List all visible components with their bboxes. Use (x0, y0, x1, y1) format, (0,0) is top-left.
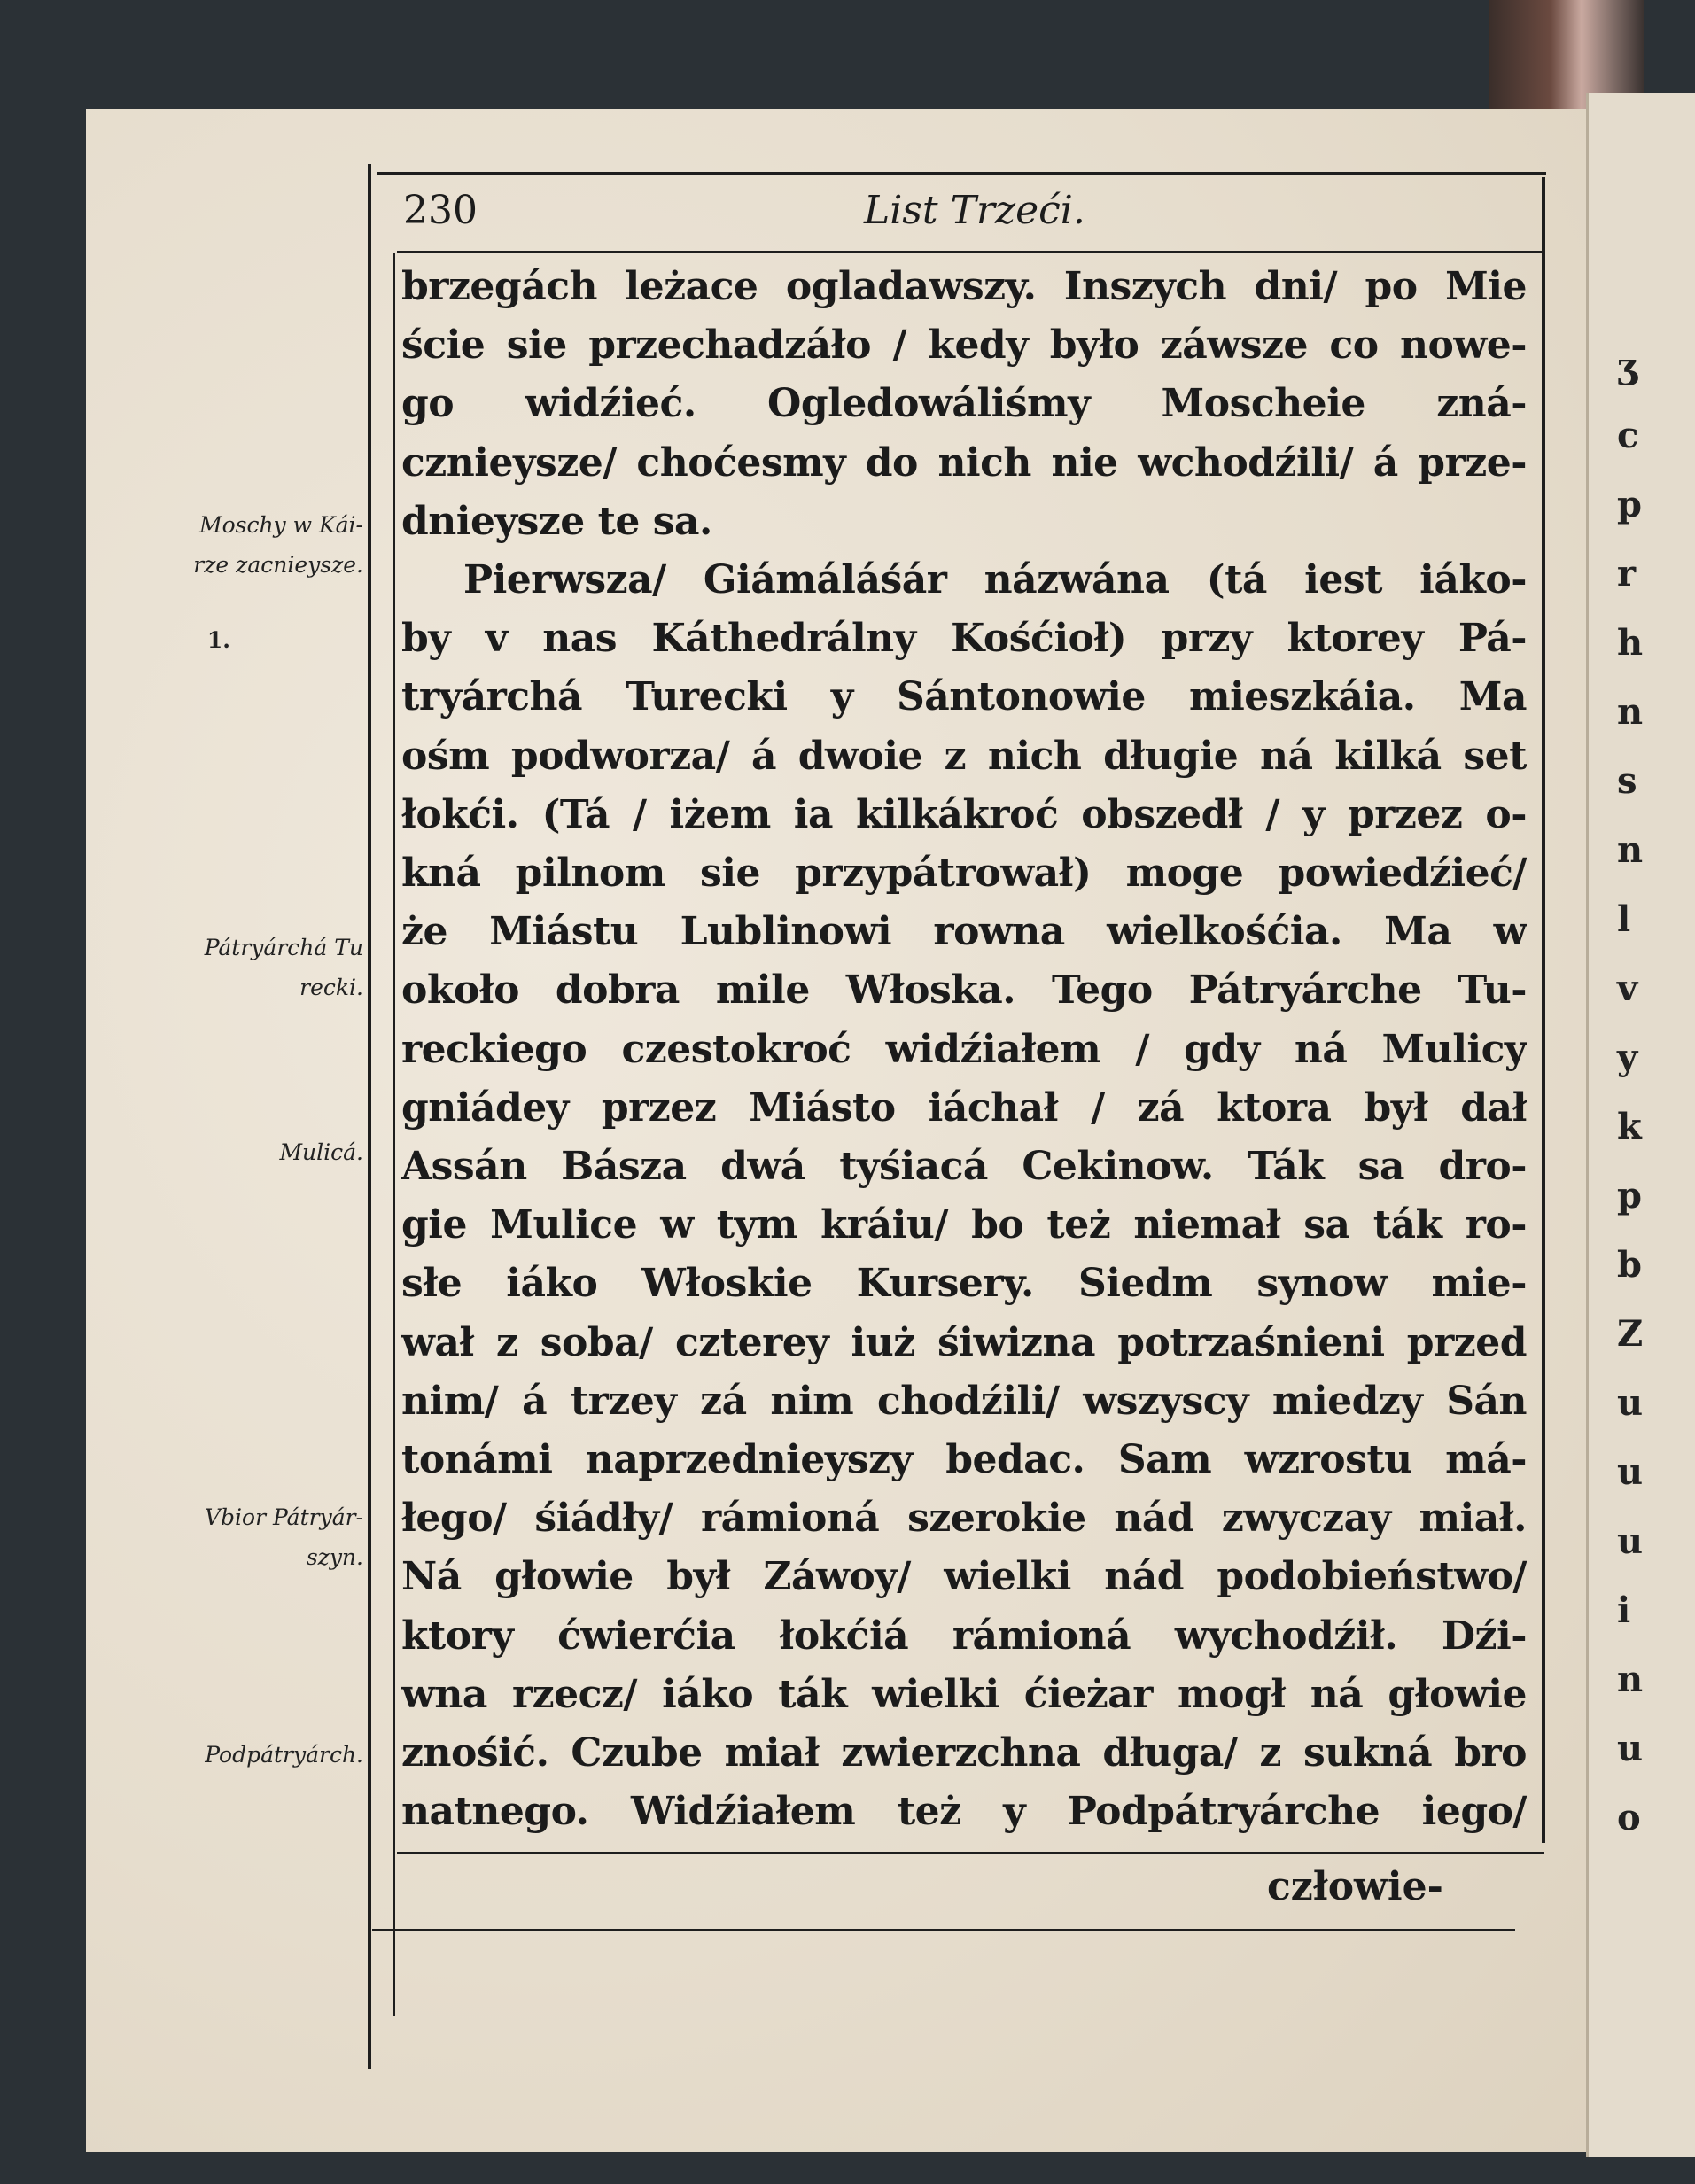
facing-page-letter: n (1617, 691, 1644, 733)
facing-page-letter: u (1617, 1728, 1644, 1769)
text-line: cznieysze/ choćesmy do nich nie wchodźili/ á prze- (401, 439, 1527, 486)
facing-page-letter: h (1617, 622, 1644, 664)
bottom-rule (397, 1852, 1544, 1854)
facing-page-letter: y (1617, 1037, 1638, 1078)
text-line: słe iáko Włoskie Kursery. Siedm synow mie- (401, 1261, 1527, 1307)
facing-page-letter: p (1617, 1175, 1642, 1216)
frame-right (1542, 177, 1545, 1843)
page-number: 230 (403, 188, 478, 233)
margin-note: Pátryárchá Tu (204, 935, 363, 960)
facing-page-letter: n (1617, 1659, 1644, 1700)
facing-page-letter: u (1617, 1382, 1644, 1424)
frame-left-inner (393, 253, 395, 2016)
facing-page-letter: i (1617, 1589, 1631, 1631)
frame-left-outer (368, 164, 371, 2069)
catchword: człowie- (1267, 1864, 1443, 1909)
text-line: wna rzecz/ iáko ták wielki ćieżar mogł ná głowie (401, 1671, 1527, 1717)
margin-note: Podpátryárch. (205, 1742, 363, 1768)
text-line: znośić. Czube miał zwierzchna długa/ z sukná bro (401, 1730, 1527, 1776)
facing-page-letter: p (1617, 484, 1642, 525)
margin-note: Mulicá. (279, 1139, 363, 1165)
text-line: tryárchá Turecki y Sántonowie mieszkáia. Ma (401, 674, 1527, 720)
frame-top-rule (377, 172, 1546, 175)
catchword-rule (372, 1929, 1515, 1931)
margin-note: recki. (299, 975, 363, 1000)
facing-page-letter: o (1617, 1797, 1641, 1838)
text-line: go widźieć. Ogledowáliśmy Moscheie zná- (401, 381, 1527, 427)
facing-page-letter: v (1617, 968, 1638, 1009)
text-line: nim/ á trzey zá nim chodźili/ wszyscy miedzy Sán (401, 1378, 1527, 1424)
margin-note: 1. (206, 627, 230, 653)
text-line: że Miástu Lublinowi rowna wielkośćia. Ma w (401, 909, 1527, 955)
margin-note: Vbior Pátryár- (204, 1504, 363, 1530)
text-line: ośm podworza/ á dwoie z nich długie ná kilká set (401, 733, 1527, 779)
facing-page-letter: n (1617, 829, 1644, 871)
text-line: około dobra mile Włoska. Tego Pátryárche Tu- (401, 968, 1527, 1014)
text-line: łokći. (Tá / iżem ia kilkákroć obszedł / y przez o- (401, 791, 1527, 837)
facing-page-letter: r (1617, 553, 1637, 595)
margin-note: szyn. (306, 1544, 363, 1570)
text-line: Ná głowie był Záwoy/ wielki nád podobieństwo/ (401, 1554, 1527, 1600)
text-line: ście sie przechadzáło / kedy było záwsze co nowe- (401, 323, 1527, 369)
facing-page-letter: Z (1617, 1313, 1644, 1355)
facing-page-letter: c (1617, 415, 1639, 456)
text-line: Assán Básza dwá tyśiacá Cekinow. Ták sa dro- (401, 1144, 1527, 1189)
running-title: List Trzeći. (864, 188, 1085, 233)
header-rule (397, 251, 1544, 253)
facing-page-letter: l (1617, 898, 1631, 940)
text-line: ktory ćwierćia łokćiá rámioná wychodźił. Dźi- (401, 1613, 1527, 1659)
text-line: gie Mulice w tym kráiu/ bo też niemał sa ták ro- (401, 1202, 1527, 1248)
facing-page-letter: u (1617, 1451, 1644, 1493)
text-line: by v nas Káthedrálny Kośćioł) przy ktorey Pá- (401, 616, 1527, 662)
text-line: brzegách leżace ogladawszy. Inszych dni/ po Mie (401, 264, 1527, 309)
text-line: natnego. Widźiałem też y Podpátryárche iego/ (401, 1789, 1527, 1835)
text-line: wał z soba/ czterey iuż śiwizna potrzaśnieni przed (401, 1319, 1527, 1365)
text-line: kná pilnom sie przypátrował) moge powiedźieć/ (401, 851, 1527, 896)
facing-page-letter: s (1617, 760, 1637, 802)
margin-note: rze zacnieysze. (193, 552, 363, 578)
text-line: łego/ śiádły/ rámioná szerokie nád zwyczay miał. (401, 1496, 1527, 1542)
text-line: reckiego czestokroć widźiałem / gdy ná Mulicy (401, 1026, 1527, 1072)
text-line: tonámi naprzednieyszy bedac. Sam wzrostu má- (401, 1437, 1527, 1482)
facing-page-letter: k (1617, 1106, 1642, 1147)
facing-page-letter: ʒ (1617, 346, 1637, 387)
facing-page-letter: u (1617, 1520, 1644, 1562)
text-line: Pierwsza/ Giámáláśár názwána (tá iest iáko- (463, 557, 1527, 602)
text-line: gniádey przez Miásto iáchał / zá ktora był dał (401, 1084, 1527, 1131)
margin-note: Moschy w Kái- (198, 512, 363, 538)
facing-page-letter: b (1617, 1244, 1642, 1286)
text-line: dnieysze te sa. (401, 498, 712, 544)
